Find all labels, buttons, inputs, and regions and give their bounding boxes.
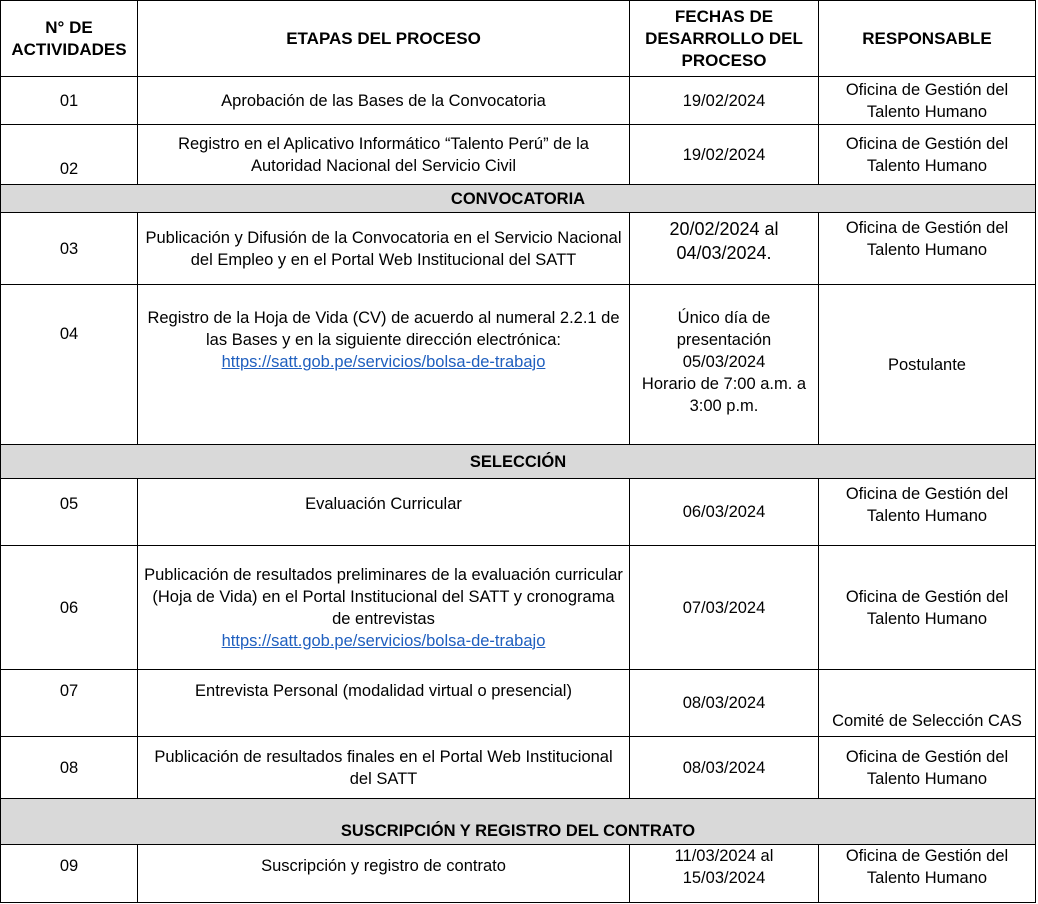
table-row (1, 737, 1036, 799)
section-title-seleccion: SELECCIÓN (1, 445, 1036, 479)
activity-responsible: Oficina de Gestión del Talento Humano (819, 213, 1036, 285)
activity-date: 20/02/2024 al 04/03/2024. (630, 213, 819, 285)
activity-date-cell (630, 285, 819, 445)
activity-responsible: Oficina de Gestión del Talento Humano (819, 479, 1036, 546)
header-row (1, 1, 1036, 77)
activity-stage-cell (138, 546, 630, 670)
section-row (1, 445, 1036, 479)
header-activities: N° DE ACTIVIDADES (1, 1, 138, 77)
activity-stage: Registro en el Aplicativo Informático “Talento Perú” de la Autoridad Nacional del Servicio Civil (138, 125, 630, 185)
section-row (1, 799, 1036, 845)
table-row (1, 670, 1036, 737)
activity-responsible: Oficina de Gestión del Talento Humano (819, 546, 1036, 670)
job-portal-link[interactable]: https://satt.gob.pe/servicios/bolsa-de-trabajo (221, 353, 546, 371)
activity-stage-cell (138, 285, 630, 445)
header-dates: FECHAS DE DESARROLLO DEL PROCESO (630, 1, 819, 77)
activity-number: 05 (1, 479, 138, 546)
activity-number: 07 (1, 670, 138, 737)
activity-stage: Aprobación de las Bases de la Convocatoria (138, 77, 630, 125)
activity-stage: Entrevista Personal (modalidad virtual o presencial) (138, 670, 630, 737)
activity-hours: Horario de 7:00 a.m. a 3:00 p.m. (641, 375, 807, 415)
table-row (1, 479, 1036, 546)
activity-stage: Registro de la Hoja de Vida (CV) de acuerdo al numeral 2.2.1 de las Bases y en la siguiente dirección electrónica: (147, 309, 620, 349)
table-row (1, 546, 1036, 670)
activity-responsible: Postulante (819, 285, 1036, 445)
activity-number: 06 (1, 546, 138, 670)
activity-responsible: Oficina de Gestión del Talento Humano (819, 125, 1036, 185)
activity-stage: Evaluación Curricular (138, 479, 630, 546)
table-row (1, 845, 1036, 903)
activity-responsible: Comité de Selección CAS (819, 670, 1036, 737)
activity-date: 07/03/2024 (630, 546, 819, 670)
results-portal-link[interactable]: https://satt.gob.pe/servicios/bolsa-de-trabajo (221, 631, 546, 650)
activity-stage: Publicación de resultados preliminares de la evaluación curricular (Hoja de Vida) en el Portal Institucional del SATT y cronograma de entrevistas (144, 565, 623, 628)
header-responsible: RESPONSABLE (819, 1, 1036, 77)
section-row (1, 185, 1036, 213)
activity-number: 03 (1, 213, 138, 285)
header-stages: ETAPAS DEL PROCESO (138, 1, 630, 77)
activity-date: 19/02/2024 (630, 125, 819, 185)
activity-date: 06/03/2024 (630, 479, 819, 546)
section-title-suscripcion: SUSCRIPCIÓN Y REGISTRO DEL CONTRATO (1, 799, 1036, 845)
activity-stage: Suscripción y registro de contrato (138, 845, 630, 903)
activity-number: 02 (1, 125, 138, 185)
section-title-convocatoria: CONVOCATORIA (1, 185, 1036, 213)
activity-stage: Publicación de resultados finales en el Portal Web Institucional del SATT (138, 737, 630, 799)
activity-date: 08/03/2024 (630, 670, 819, 737)
activity-responsible: Oficina de Gestión del Talento Humano (819, 845, 1036, 903)
activity-date: 19/02/2024 (630, 77, 819, 125)
activity-number: 01 (1, 77, 138, 125)
activity-number: 08 (1, 737, 138, 799)
activity-stage: Publicación y Difusión de la Convocatoria en el Servicio Nacional del Empleo y en el Portal Web Institucional del SATT (138, 213, 630, 285)
activity-date: 08/03/2024 (630, 737, 819, 799)
activity-responsible: Oficina de Gestión del Talento Humano (819, 737, 1036, 799)
activity-number: 04 (1, 285, 138, 445)
activity-responsible: Oficina de Gestión del Talento Humano (819, 77, 1036, 125)
table-row (1, 213, 1036, 285)
table-row (1, 125, 1036, 185)
table-row (1, 77, 1036, 125)
table-row (1, 285, 1036, 445)
activity-date: Único día de presentación 05/03/2024 (676, 309, 772, 371)
activity-number: 09 (1, 845, 138, 903)
activity-date: 11/03/2024 al 15/03/2024 (630, 845, 819, 903)
